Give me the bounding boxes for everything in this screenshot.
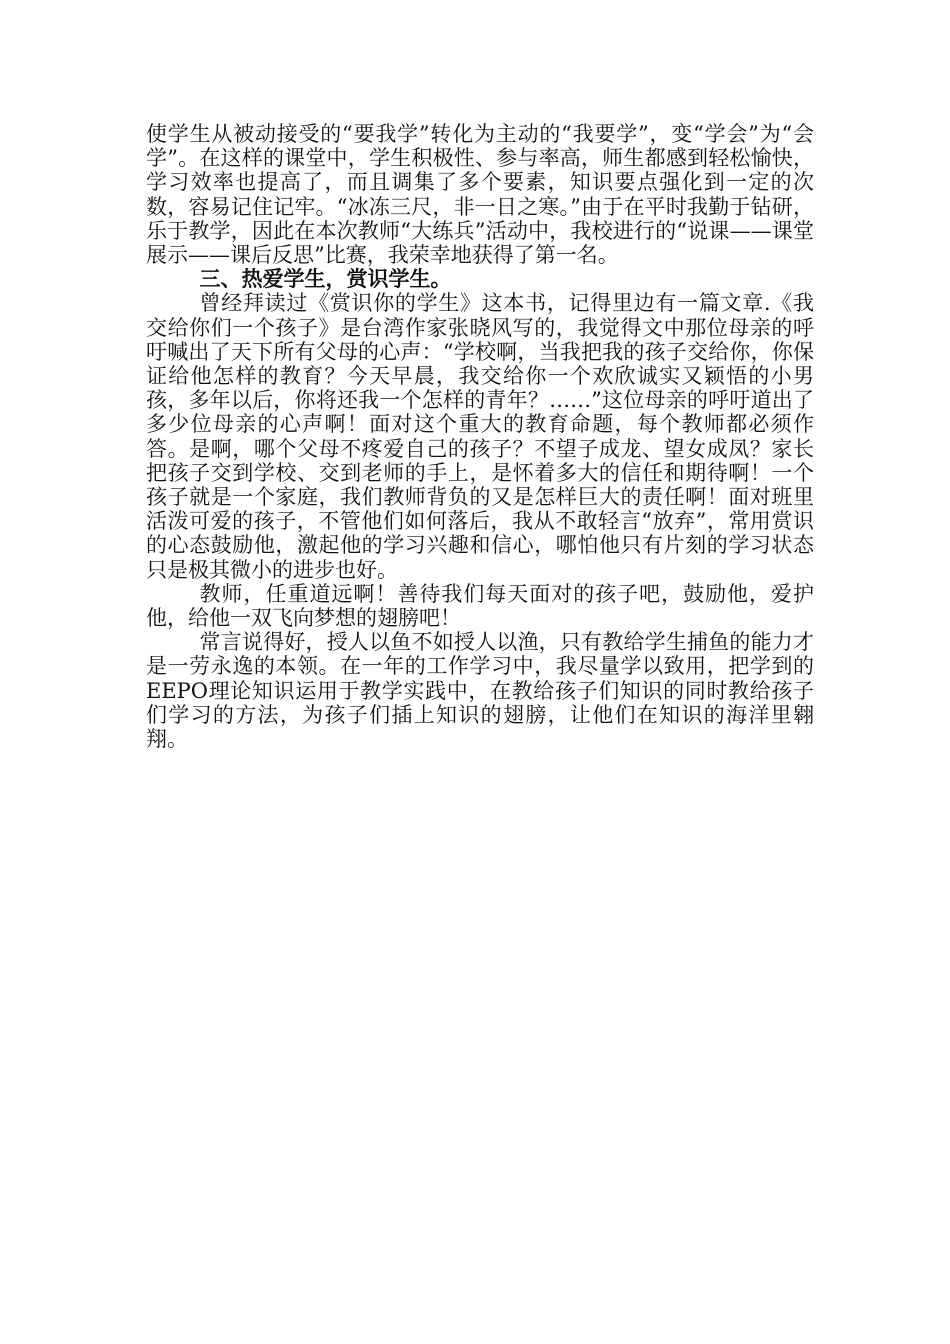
section-heading: 三、热爱学生，赏识学生。	[199, 266, 452, 292]
paragraph-appreciation: 曾经拜读过《赏识你的学生》这本书，记得里边有一篇文章.《我交给你们一个孩子》是台湾作家张晓风写的，我觉得文中那位母亲的呼吁喊出了天下所有父母的心声：“学校啊，当我把我的孩子交给你，你保证给他怎样的教育？今天早晨，我交给你一个欢欣诚实又颖悟的小男孩，多年以后，你将还我一个怎样的青年？……”这位母亲的呼吁道出了多少位母亲的心声啊！面对这个重大的教育命题，每个教师都必须作答。是啊，哪个父母不疼爱自己的孩子？不望子成龙、望女成凤？家长把孩子交到学校、交到老师的手上，是怀着多大的信任和期待啊！一个孩子就是一个家庭，我们教师背负的又是怎样巨大的责任啊！面对班里活泼可爱的孩子，不管他们如何落后，我从不敢轻言“放弃”，常用赏识的心态鼓励他，激起他的学习兴趣和信心，哪怕他只有片刻的学习状态只是极其微小的进步也好。	[146, 291, 814, 582]
paragraph-teaching-method: 常言说得好，授人以鱼不如授人以渔，只有教给学生捕鱼的能力才是一劳永逸的本领。在一年的工作学习中，我尽量学以致用，把学到的EEPO理论知识运用于教学实践中，在教给孩子们知识的同时教给孩子们学习的方法，为孩子们插上知识的翅膀，让他们在知识的海洋里翱翔。	[146, 630, 814, 752]
document-body	[146, 122, 814, 751]
paragraph-teacher-duty: 教师，任重道远啊！善待我们每天面对的孩子吧，鼓励他，爱护他，给他一双飞向梦想的翅膀吧！	[146, 581, 814, 631]
paragraph-continuation: 使学生从被动接受的“要我学”转化为主动的“我要学”，变“学会”为“会学”。在这样的课堂中，学生积极性、参与率高，师生都感到轻松愉快，学习效率也提高了，而且调集了多个要素，知识要点强化到一定的次数，容易记住记牢。“冰冻三尺，非一日之寒。”由于在平时我勤于钻研，乐于教学，因此在本次教师“大练兵”活动中，我校进行的“说课——课堂展示——课后反思”比赛，我荣幸地获得了第一名。	[146, 122, 814, 268]
